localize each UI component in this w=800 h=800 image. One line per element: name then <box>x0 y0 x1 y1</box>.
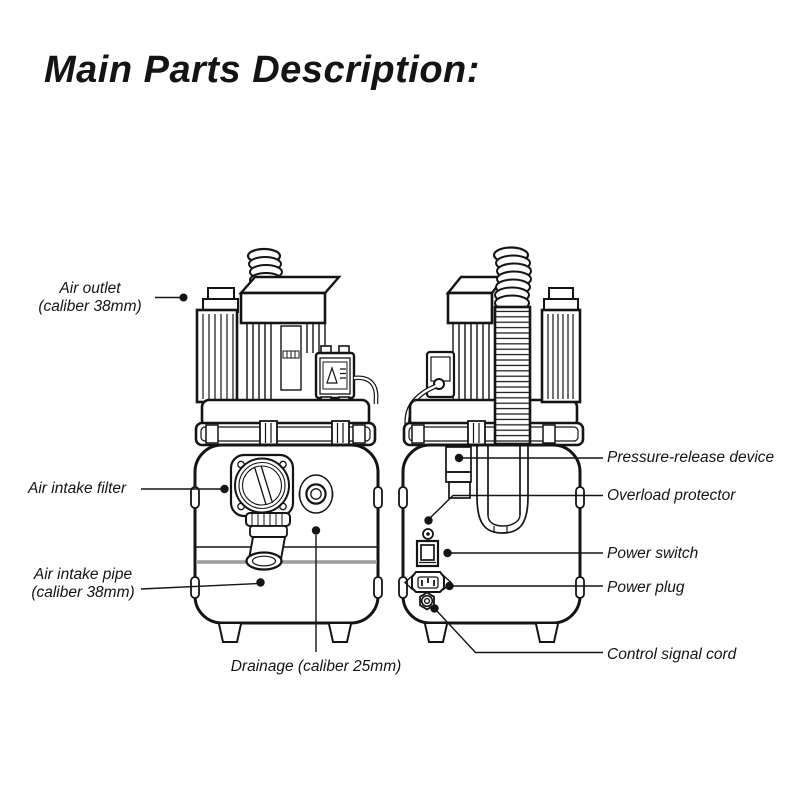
machine-front-view <box>191 249 382 642</box>
label-overload-protector: Overload protector <box>607 487 736 504</box>
air-intake-filter-port <box>231 455 293 516</box>
label-air-intake-pipe <box>22 566 144 602</box>
label-power-plug: Power plug <box>607 579 685 596</box>
base-platform-back <box>404 400 583 445</box>
label-air-intake-pipe-name: Air intake pipe <box>33 566 133 583</box>
terminal-box <box>316 346 354 405</box>
label-air-intake-pipe-caliber: (caliber 38mm) <box>31 584 135 601</box>
label-air-outlet-caliber: (caliber 38mm) <box>38 298 142 315</box>
label-control-signal-cord: Control signal cord <box>607 646 737 663</box>
label-drainage: Drainage (caliber 25mm) <box>230 658 402 675</box>
drainage-port <box>300 475 333 513</box>
air-outlet-pipe-component <box>197 288 238 402</box>
page-title: Main Parts Description: <box>44 49 480 91</box>
machine-back-view <box>399 248 584 643</box>
base-platform-front <box>196 400 375 445</box>
label-air-outlet-name: Air outlet <box>59 280 121 297</box>
suction-hose <box>494 248 531 445</box>
leader-air-outlet <box>155 294 188 302</box>
tank-foot <box>536 624 558 642</box>
tank-foot <box>329 624 351 642</box>
tank-foot <box>219 624 241 642</box>
label-pressure-release: Pressure-release device <box>607 449 775 466</box>
label-air-outlet <box>25 280 155 316</box>
label-power-switch: Power switch <box>607 545 699 562</box>
air-outlet-pipe-back <box>542 288 580 402</box>
label-air-intake-filter: Air intake filter <box>28 480 127 497</box>
power-switch-component <box>417 541 438 566</box>
tank-foot <box>425 624 447 642</box>
